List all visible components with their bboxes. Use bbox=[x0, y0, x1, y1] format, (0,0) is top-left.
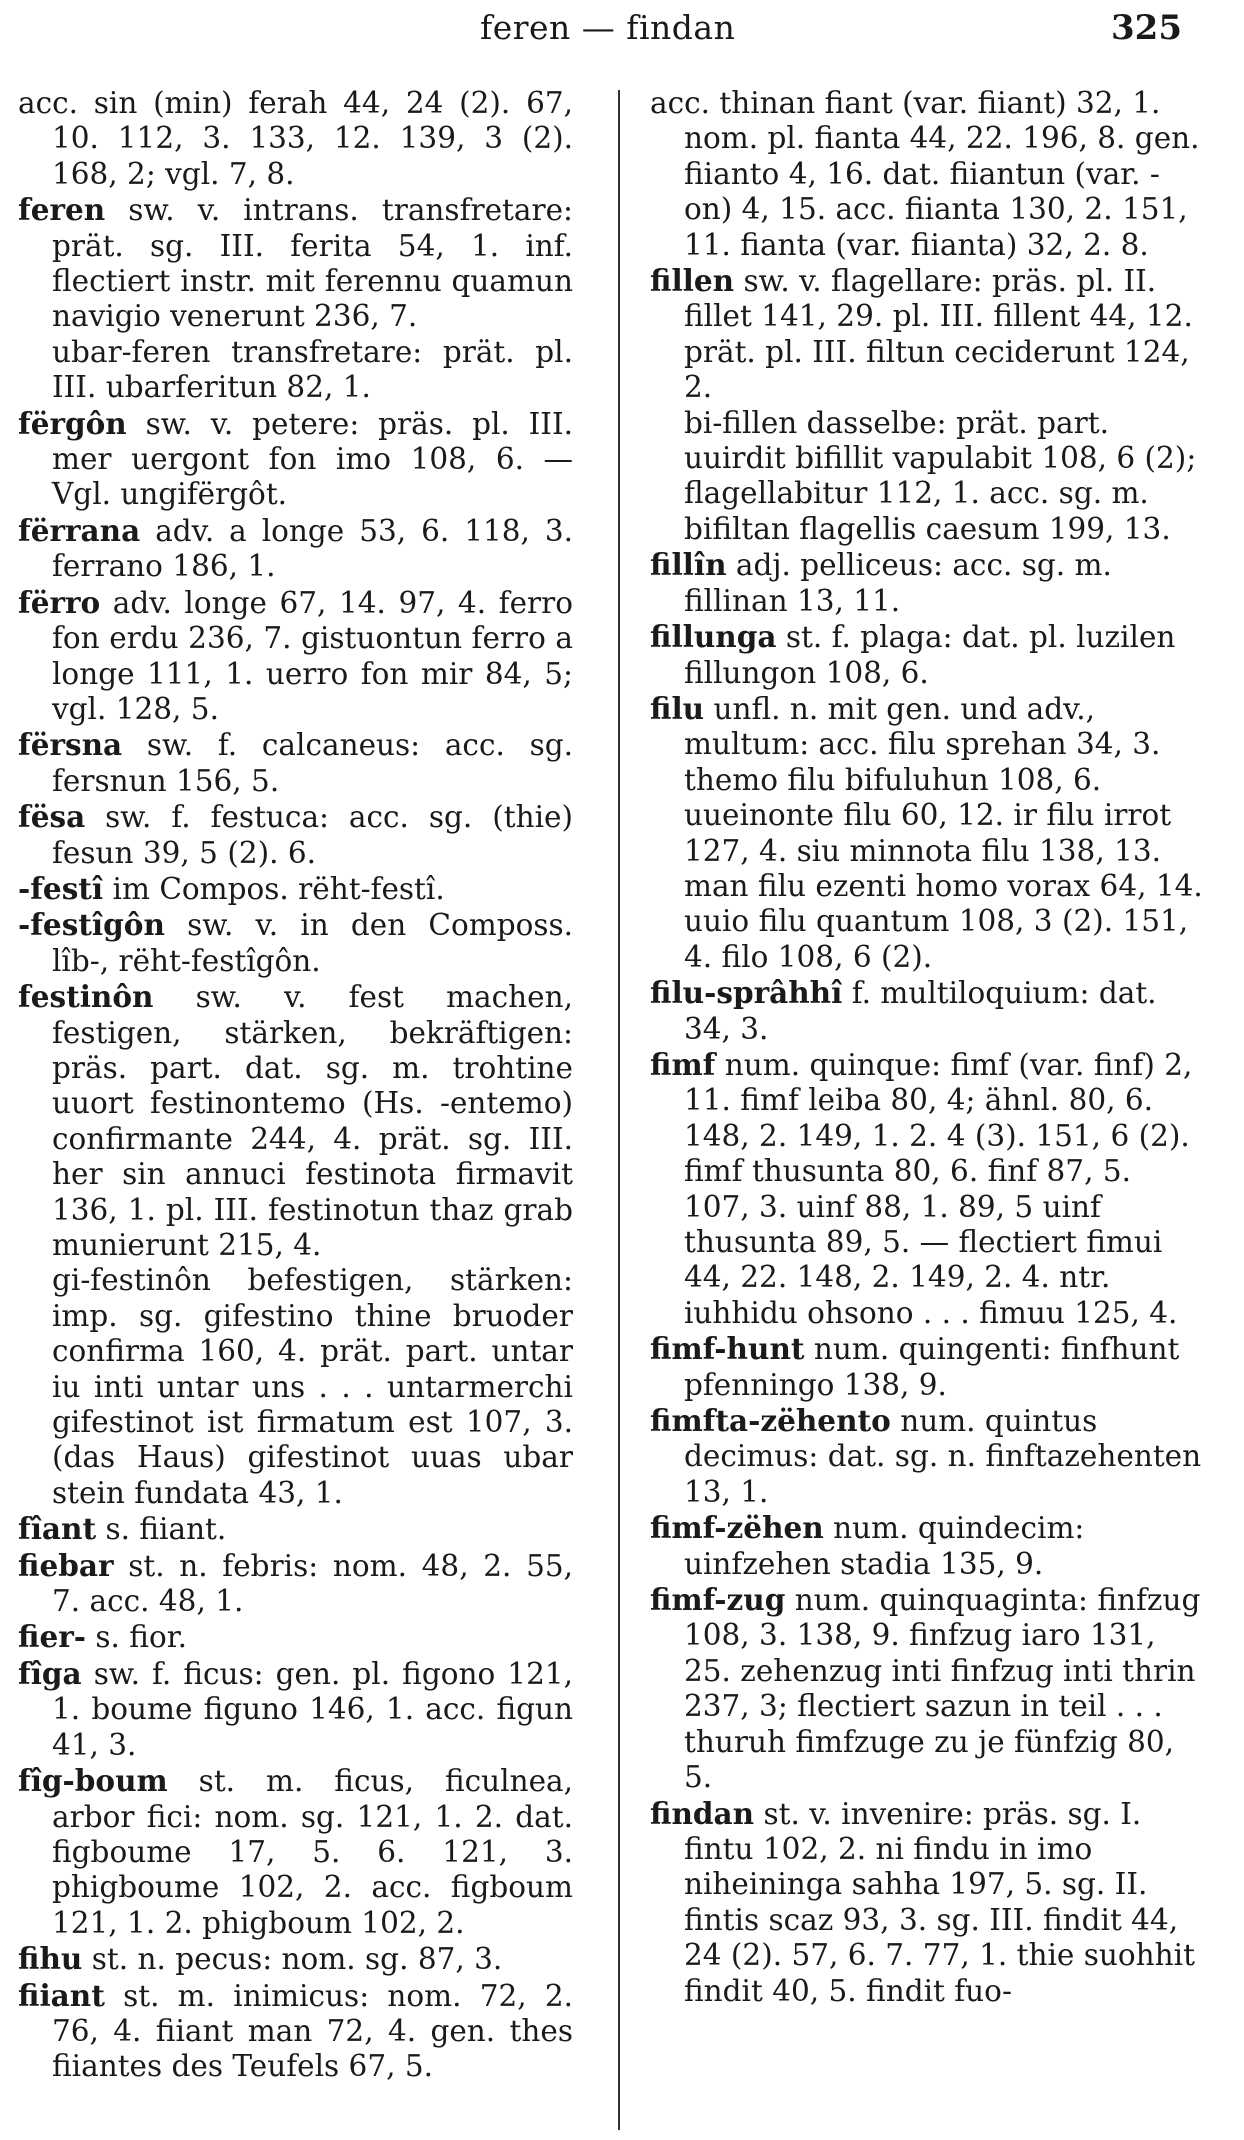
dictionary-entry bbox=[650, 619, 1205, 691]
entry-headword: fërsna bbox=[18, 727, 123, 763]
dictionary-entry bbox=[18, 1978, 573, 2085]
dictionary-entry bbox=[18, 1263, 573, 1511]
entry-text: im Compos. rëht-festî. bbox=[103, 871, 445, 906]
dictionary-entry bbox=[650, 547, 1205, 619]
dictionary-entry bbox=[18, 979, 573, 1263]
dictionary-entry bbox=[18, 1941, 573, 1977]
entry-headword: fillîn bbox=[650, 547, 727, 583]
dictionary-entry bbox=[18, 1548, 573, 1620]
entry-text: num. quinquaginta: finfzug 108, 3. 138, 9. finfzug iaro 131, 25. zehenzug inti finfzug inti thrin 237, 3; flectiert sazun in teil . . . thuruh fimfzuge zu je fünfzig 80, 5. bbox=[684, 1583, 1201, 1795]
entry-text: adv. a longe 53, 6. 118, 3. ferrano 186, 1. bbox=[52, 513, 573, 584]
dictionary-entry bbox=[18, 1763, 573, 1941]
entry-text: sw. v. flagellare: präs. pl. II. fillet 141, 29. pl. III. fillent 44, 12. prät. pl. III. filtun ceciderunt 124, 2. bbox=[684, 264, 1193, 405]
dictionary-entry bbox=[650, 1047, 1205, 1331]
entry-headword: fiebar bbox=[18, 1547, 114, 1583]
entry-text: acc. sin (min) ferah 44, 24 (2). 67, 10. 112, 3. 133, 12. 139, 3 (2). 168, 2; vgl. 7, 8. bbox=[18, 86, 573, 191]
dictionary-entry bbox=[650, 1403, 1205, 1510]
dictionary-entry bbox=[18, 907, 573, 979]
dictionary-entry bbox=[650, 975, 1205, 1047]
entry-headword: fiiant bbox=[18, 1977, 105, 2013]
entry-text: sw. v. fest machen, festigen, stärken, bekräftigen: präs. part. dat. sg. m. trohtine uuort festinontemo (Hs. -entemo) confirmante 244, 4. prät. sg. III. her sin annuci festinota firmavit 136, 1. pl. III. festinotun thaz grab munierunt 215, 4. bbox=[52, 980, 573, 1262]
entry-text: st. f. plaga: dat. pl. luzilen fillungon 108, 6. bbox=[684, 620, 1176, 690]
entry-headword: filu-sprâhhî bbox=[650, 975, 843, 1011]
entry-text: f. multiloquium: dat. 34, 3. bbox=[684, 976, 1157, 1046]
entry-headword: fihu bbox=[18, 1941, 83, 1977]
running-head: feren — findan bbox=[480, 8, 736, 47]
entry-text: num. quingenti: finfhunt pfenningo 138, 9. bbox=[684, 1332, 1180, 1402]
entry-text: st. m. ficus, ficulnea, arbor fici: nom. sg. 121, 1. 2. dat. figboume 17, 5. 6. 121, 3. phigboume 102, 2. acc. figboum 121, 1. 2. phigboum 102, 2. bbox=[52, 1764, 573, 1940]
entry-headword: fillen bbox=[650, 263, 735, 299]
entry-headword: fërro bbox=[18, 584, 101, 620]
dictionary-entry bbox=[18, 192, 573, 335]
entry-text: st. v. invenire: präs. sg. I. fintu 102, 2. ni findu in imo niheininga sahha 197, 5. sg. II. fintis scaz 93, 3. sg. III. findit 44, 24 (2). 57, 6. 7. 77, 1. thie suohhit findit 40, 5. findit fuo- bbox=[684, 1796, 1195, 2008]
dictionary-entry bbox=[18, 1619, 573, 1655]
entry-text: gi-festinôn befestigen, stärken: imp. sg. gifestino thine bruoder confirma 160, 4. prät. part. untar iu inti untar uns . . . untarmerchi gifestinot ist firmatum est 107, 3. (das Haus) gifestinot uuas ubar stein fundata 43, 1. bbox=[52, 1263, 573, 1510]
entry-headword: fîant bbox=[18, 1511, 97, 1547]
dictionary-entry bbox=[650, 1331, 1205, 1403]
entry-text: num. quintus decimus: dat. sg. n. finftazehenten 13, 1. bbox=[684, 1404, 1202, 1509]
entry-text: sw. v. intrans. transfretare: prät. sg. III. ferita 54, 1. inf. flectiert instr. mit ferennu quamun navigio venerunt 236, 7. bbox=[52, 193, 573, 334]
entry-text: ubar-feren transfretare: prät. pl. III. ubarferitun 82, 1. bbox=[52, 334, 573, 405]
entry-headword: festinôn bbox=[18, 979, 154, 1015]
entry-text: st. n. febris: nom. 48, 2. 55, 7. acc. 48, 1. bbox=[52, 1548, 573, 1619]
left-column bbox=[18, 86, 573, 2085]
dictionary-entry bbox=[18, 86, 573, 192]
entry-text: unfl. n. mit gen. und adv., multum: acc. filu sprehan 34, 3. themo filu bifuluhun 108, 6. uueinonte filu 60, 12. ir filu irrot 127, 4. siu minnota filu 138, 13. man filu ezenti homo vorax 64, 14. uuio filu quantum 108, 3 (2). 151, 4. filo 108, 6 (2). bbox=[684, 691, 1203, 974]
dictionary-entry bbox=[650, 1582, 1205, 1795]
entry-text: sw. f. festuca: acc. sg. (thie) fesun 39, 5 (2). 6. bbox=[52, 800, 573, 870]
entry-headword: fimf bbox=[650, 1046, 716, 1082]
dictionary-entry bbox=[18, 799, 573, 871]
entry-text: s. fiiant. bbox=[96, 1512, 227, 1547]
page-number: 325 bbox=[1111, 8, 1182, 48]
column-divider bbox=[618, 90, 620, 2130]
entry-headword: -festîgôn bbox=[18, 907, 165, 943]
entry-text: adj. pelliceus: acc. sg. m. fillinan 13, 11. bbox=[684, 548, 1112, 618]
entry-text: st. n. pecus: nom. sg. 87, 3. bbox=[82, 1942, 503, 1977]
dictionary-entry bbox=[18, 1656, 573, 1763]
entry-headword: fimf-zug bbox=[650, 1582, 786, 1618]
dictionary-entry bbox=[650, 1796, 1205, 2009]
entry-headword: fërgôn bbox=[18, 405, 127, 441]
entry-headword: fier- bbox=[18, 1619, 87, 1655]
entry-headword: fimfta-zëhento bbox=[650, 1403, 891, 1439]
entry-headword: fimf-hunt bbox=[650, 1331, 805, 1367]
entry-text: sw. f. calcaneus: acc. sg. fersnun 156, 5. bbox=[52, 728, 573, 798]
entry-headword: fësa bbox=[18, 799, 86, 835]
entry-text: s. fior. bbox=[86, 1620, 187, 1655]
dictionary-entry bbox=[18, 727, 573, 799]
entry-headword: fîg-boum bbox=[18, 1763, 168, 1799]
dictionary-entry bbox=[18, 406, 573, 513]
entry-text: num. quindecim: uinfzehen stadia 135, 9. bbox=[684, 1511, 1085, 1581]
dictionary-entry bbox=[650, 1510, 1205, 1582]
dictionary-entry bbox=[18, 1511, 573, 1547]
dictionary-entry bbox=[650, 406, 1205, 548]
dictionary-entry bbox=[18, 871, 573, 907]
entry-text: num. quinque: fimf (var. finf) 2, 11. fimf leiba 80, 4; ähnl. 80, 6. 148, 2. 149, 1. 2. 4 (3). 151, 6 (2). fimf thusunta 80, 6. finf 87, 5. 107, 3. uinf 88, 1. 89, 5 uinf thusunta 89, 5. — flectiert fimui 44, 22. 148, 2. 149, 2. 4. ntr. iuhhidu ohsono . . . fimuu 125, 4. bbox=[684, 1047, 1193, 1330]
entry-text: bi-fillen dasselbe: prät. part. uuirdit bifillit vapulabit 108, 6 (2); flagellabitur 112, 1. acc. sg. m. bifiltan flagellis caesum 199, 13. bbox=[684, 405, 1197, 546]
entry-text: acc. thinan fiant (var. fiiant) 32, 1. nom. pl. fianta 44, 22. 196, 8. gen. fiianto 4, 16. dat. fiiantun (var. -on) 4, 15. acc. fiianta 130, 2. 151, 11. fianta (var. fiianta) 32, 2. 8. bbox=[650, 86, 1200, 262]
dictionary-entry bbox=[18, 585, 573, 728]
entry-text: sw. v. in den Composs. lîb-, rëht-festîgôn. bbox=[52, 908, 573, 978]
dictionary-entry bbox=[18, 513, 573, 585]
dictionary-entry bbox=[18, 335, 573, 406]
entry-headword: fîga bbox=[18, 1655, 82, 1691]
entry-text: st. m. inimicus: nom. 72, 2. 76, 4. fiiant man 72, 4. gen. thes fiiantes des Teufels 67, 5. bbox=[52, 1978, 573, 2084]
right-column bbox=[650, 86, 1205, 2009]
entry-headword: filu bbox=[650, 690, 705, 726]
dictionary-entry bbox=[650, 691, 1205, 975]
entry-headword: fimf-zëhen bbox=[650, 1510, 824, 1546]
entry-text: sw. v. petere: präs. pl. III. mer uergont fon imo 108, 6. — Vgl. ungifërgôt. bbox=[52, 406, 573, 512]
entry-headword: fillunga bbox=[650, 619, 777, 655]
entry-headword: feren bbox=[18, 192, 106, 228]
entry-text: sw. f. ficus: gen. pl. figono 121, 1. boume figuno 146, 1. acc. figun 41, 3. bbox=[52, 1656, 573, 1762]
page-header bbox=[0, 8, 1244, 52]
entry-text: adv. longe 67, 14. 97, 4. ferro fon erdu 236, 7. gistuontun ferro a longe 111, 1. uerro fon mir 84, 5; vgl. 128, 5. bbox=[52, 585, 573, 726]
entry-headword: findan bbox=[650, 1795, 755, 1831]
dictionary-entry bbox=[650, 263, 1205, 406]
entry-headword: -festî bbox=[18, 870, 104, 906]
dictionary-entry bbox=[650, 86, 1205, 263]
entry-headword: fërrana bbox=[18, 512, 141, 548]
